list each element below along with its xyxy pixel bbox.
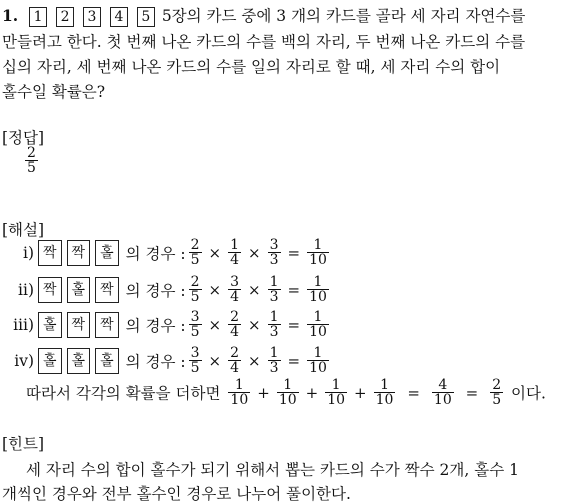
parity-box: 짝 xyxy=(95,312,119,338)
case-fraction: $\frac{1}{4}$ xyxy=(230,237,240,268)
problem-text-1: 5장의 카드 중에 3 개의 카드를 골라 세 자리 자연수를 xyxy=(161,7,526,25)
card-5: 5 xyxy=(137,7,155,27)
parity-box: 짝 xyxy=(95,277,119,303)
parity-box: 홀 xyxy=(38,312,62,338)
case-fraction: $\frac{2}{4}$ xyxy=(230,345,240,376)
case-result: $\frac{1}{10}$ xyxy=(309,237,327,268)
problem-line-2: 만들려고 한다. 첫 번째 나온 카드의 수를 백의 자리, 두 번째 나온 카드의 수를 xyxy=(2,33,526,51)
case-fraction: $\frac{2}{5}$ xyxy=(190,274,200,305)
parity-box: 홀 xyxy=(38,348,62,374)
parity-box: 홀 xyxy=(67,277,91,303)
summary-term: $\frac{1}{10}$ xyxy=(278,377,297,408)
case-row: ⅰ) 짝 짝 홀 의 경우 : $\frac{2}{5}$ × $\frac{1}{4}$ × $\frac{3}{3}$ = $\frac{1}{10}$ xyxy=(0,238,332,267)
parity-box: 짝 xyxy=(38,240,62,266)
case-row: ⅱ) 짝 홀 짝 의 경우 : $\frac{2}{5}$ × $\frac{3}{4}$ × $\frac{1}{3}$ = $\frac{1}{10}$ xyxy=(0,275,332,304)
case-suffix: 의 경우 : xyxy=(125,244,186,263)
answer-fraction: $\frac{2}{5}$ xyxy=(27,145,36,176)
card-3: 3 xyxy=(83,7,101,27)
case-roman-numeral: ⅳ) xyxy=(14,351,34,370)
hint-line-2: 개씩인 경우와 전부 홀수인 경우로 나누어 풀이한다. xyxy=(2,485,351,503)
card-4: 4 xyxy=(110,7,128,27)
case-fraction: $\frac{3}{5}$ xyxy=(190,345,200,376)
answer-heading: [정답] xyxy=(2,129,45,147)
case-roman-numeral: ⅱ) xyxy=(18,280,34,299)
case-suffix: 의 경우 : xyxy=(125,352,186,371)
case-fraction: $\frac{1}{3}$ xyxy=(269,274,279,305)
parity-box: 홀 xyxy=(95,348,119,374)
case-fraction: $\frac{2}{4}$ xyxy=(230,309,240,340)
hint-line-1: 세 자리 수의 합이 홀수가 되기 위해서 뽑는 카드의 수가 짝수 2개, 홀수 1 xyxy=(26,461,519,479)
answer-value xyxy=(22,146,41,175)
card-2: 2 xyxy=(56,7,74,27)
case-fraction: $\frac{1}{3}$ xyxy=(269,345,279,376)
case-suffix: 의 경우 : xyxy=(125,281,186,300)
card-1: 1 xyxy=(29,7,47,27)
case-suffix: 의 경우 : xyxy=(125,316,186,335)
summary-line: 따라서 각각의 확률을 더하면 $\frac{1}{10}$ + $\frac{1}{10}$ + $\frac{1}{10}$ + $\frac{1}{10}$ = $\frac{4}{10}$ = $\frac{2}{5}$ 이다. xyxy=(26,377,546,408)
case-fraction: $\frac{3}{5}$ xyxy=(190,309,200,340)
case-row: ⅲ) 홀 짝 짝 의 경우 : $\frac{3}{5}$ × $\frac{2}{4}$ × $\frac{1}{3}$ = $\frac{1}{10}$ xyxy=(0,310,332,339)
summary-term: $\frac{1}{10}$ xyxy=(327,377,346,408)
case-row: ⅳ) 홀 홀 홀 의 경우 : $\frac{3}{5}$ × $\frac{2}{4}$ × $\frac{1}{3}$ = $\frac{1}{10}$ xyxy=(0,346,332,375)
summary-final: $\frac{2}{5}$ xyxy=(492,377,502,408)
parity-box: 홀 xyxy=(67,348,91,374)
parity-box: 짝 xyxy=(67,240,91,266)
case-fraction: $\frac{2}{5}$ xyxy=(190,237,200,268)
case-result: $\frac{1}{10}$ xyxy=(309,274,327,305)
problem-line-3: 십의 자리, 세 번째 나온 카드의 수를 일의 자리로 할 때, 세 자리 수의 합이 xyxy=(2,58,501,76)
case-roman-numeral: ⅰ) xyxy=(22,243,34,262)
problem-line-4: 홀수일 확률은? xyxy=(2,83,106,101)
parity-box: 짝 xyxy=(67,312,91,338)
summary-total: $\frac{4}{10}$ xyxy=(433,377,452,408)
summary-term: $\frac{1}{10}$ xyxy=(375,377,394,408)
summary-term: $\frac{1}{10}$ xyxy=(230,377,249,408)
case-roman-numeral: ⅲ) xyxy=(13,315,34,334)
parity-box: 짝 xyxy=(38,277,62,303)
case-fraction: $\frac{3}{3}$ xyxy=(269,237,279,268)
explanation-heading: [해설] xyxy=(2,221,45,239)
summary-fractions: $\frac{1}{10}$ + $\frac{1}{10}$ + $\frac{1}{10}$ + $\frac{1}{10}$ xyxy=(230,377,394,408)
hint-heading: [힌트] xyxy=(2,435,45,453)
case-result: $\frac{1}{10}$ xyxy=(309,345,327,376)
summary-prefix: 따라서 각각의 확률을 더하면 xyxy=(26,384,221,403)
question-number: 1. xyxy=(2,6,19,25)
problem-line-1 xyxy=(2,4,525,27)
case-fraction: $\frac{1}{3}$ xyxy=(269,309,279,340)
parity-box: 홀 xyxy=(95,240,119,266)
case-result: $\frac{1}{10}$ xyxy=(309,309,327,340)
case-fraction: $\frac{3}{4}$ xyxy=(230,274,240,305)
summary-suffix: 이다. xyxy=(511,384,546,403)
